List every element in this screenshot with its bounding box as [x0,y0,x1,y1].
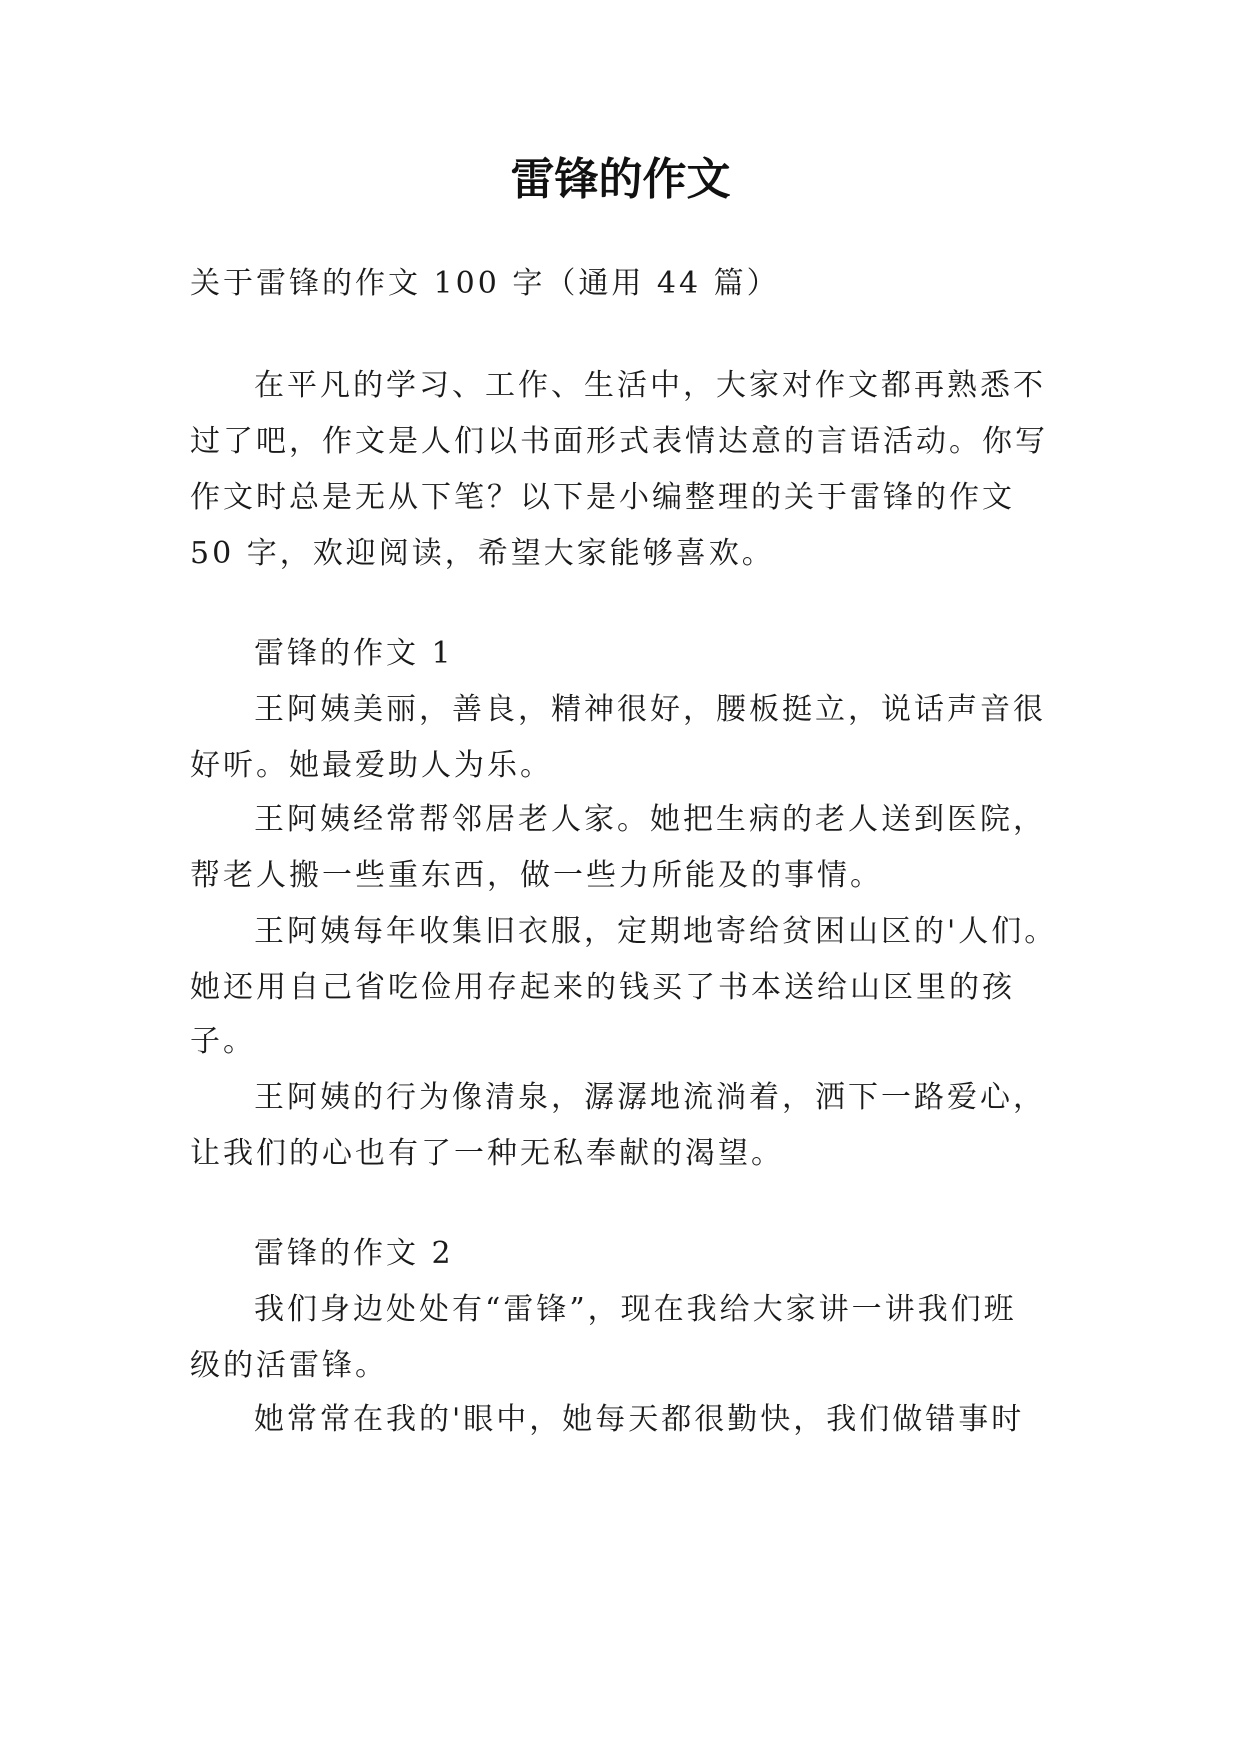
intro-line: 过了吧，作文是人们以书面形式表情达意的言语活动。你写 [190,424,1048,459]
essay-line: 王阿姨的行为像清泉，潺潺地流淌着，洒下一路爱心， [254,1080,1046,1115]
essay-line: 她常常在我的'眼中，她每天都很勤快，我们做错事时 [254,1402,1025,1437]
essay-line: 好听。她最爱助人为乐。 [190,748,553,783]
essay-line: 我们身边处处有“雷锋”，现在我给大家讲一讲我们班 [254,1292,1017,1327]
intro-line: 作文时总是无从下笔？以下是小编整理的关于雷锋的作文 [190,480,1015,515]
essay-heading: 雷锋的作文 1 [254,636,454,671]
intro-line: 50 字，欢迎阅读，希望大家能够喜欢。 [190,536,775,571]
essay-line: 让我们的心也有了一种无私奉献的渴望。 [190,1136,784,1171]
essay-line: 级的活雷锋。 [190,1348,388,1383]
page-title: 雷锋的作文 [510,154,731,205]
essay-line: 王阿姨经常帮邻居老人家。她把生病的老人送到医院， [254,802,1046,837]
intro-line: 在平凡的学习、工作、生活中，大家对作文都再熟悉不 [254,368,1046,403]
essay-heading: 雷锋的作文 2 [254,1236,454,1271]
essay-line: 王阿姨美丽，善良，精神很好，腰板挺立，说话声音很 [254,692,1046,727]
document-subtitle: 关于雷锋的作文 100 字（通用 44 篇） [190,266,780,301]
essay-line: 帮老人搬一些重东西，做一些力所能及的事情。 [190,858,883,893]
essay-line: 王阿姨每年收集旧衣服，定期地寄给贫困山区的'人们。 [254,914,1058,949]
essay-line: 她还用自己省吃俭用存起来的钱买了书本送给山区里的孩 [190,970,1015,1005]
essay-line: 子。 [190,1024,256,1059]
